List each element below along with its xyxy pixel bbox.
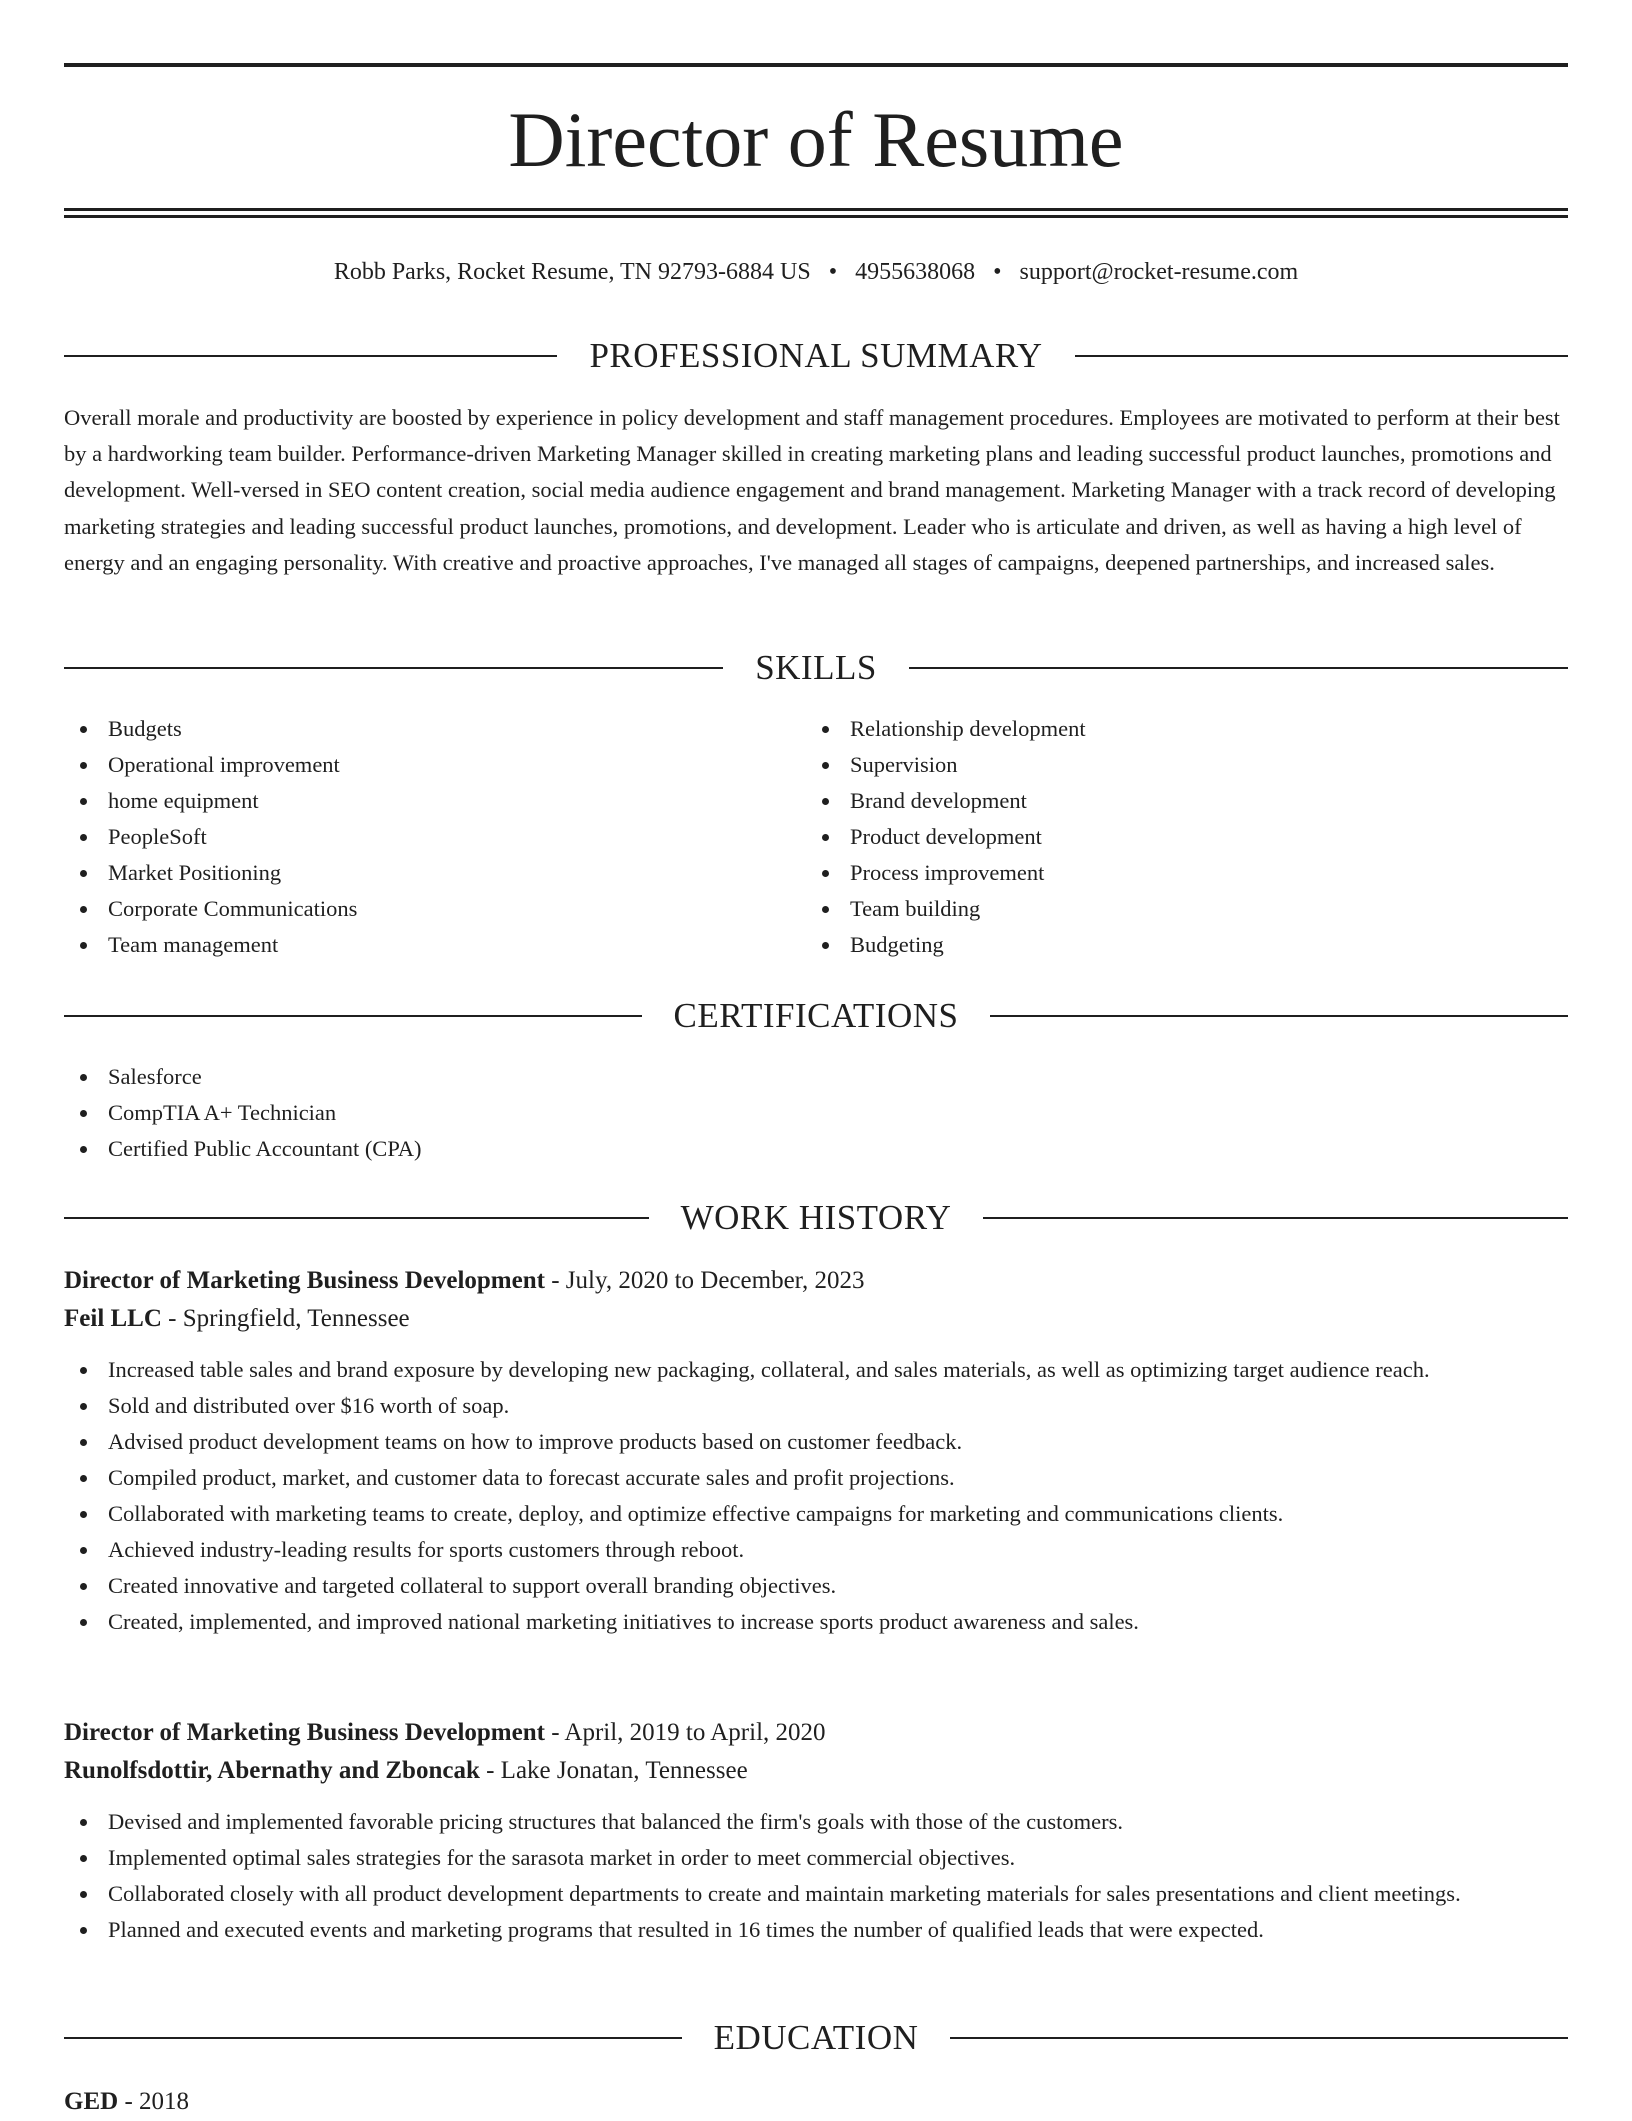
job-bullet: Increased table sales and brand exposure by developing new packaging, collateral, and sales materials, as well as optimizing target audience reach. [64, 1352, 1568, 1388]
heading-rule [64, 1015, 642, 1017]
contact-email: support@rocket-resume.com [1019, 259, 1299, 285]
education-entry [64, 2083, 189, 2121]
heading-rule [909, 667, 1568, 669]
contact-line [64, 254, 1568, 290]
section-title: WORK HISTORY [680, 1198, 952, 1237]
section-heading-work-history [64, 1196, 1568, 1240]
job-bullet: Collaborated closely with all product development departments to create and maintain marketing materials for sales presentations and client meetings. [64, 1876, 1568, 1912]
heading-rule [983, 1217, 1568, 1219]
job-bullet: Devised and implemented favorable pricing structures that balanced the firm's goals with those of the customers. [64, 1804, 1568, 1840]
certification-item: Certified Public Accountant (CPA) [64, 1131, 1164, 1167]
job-entry [64, 1714, 1568, 1948]
heading-rule [64, 2037, 682, 2039]
skill-item: Operational improvement [64, 747, 764, 783]
heading-rule [64, 1217, 649, 1219]
job-entry [64, 1262, 1568, 1640]
heading-rule [990, 1015, 1568, 1017]
skill-item: Relationship development [806, 711, 1506, 747]
job-bullets [64, 1804, 1568, 1948]
skills-list-left [64, 711, 764, 963]
section-title: PROFESSIONAL SUMMARY [589, 336, 1043, 375]
skill-item: Team management [64, 927, 764, 963]
contact-address: Robb Parks, Rocket Resume, TN 92793-6884 US [333, 259, 811, 285]
skill-item: Product development [806, 819, 1506, 855]
section-title: EDUCATION [713, 2018, 919, 2057]
job-company-line [64, 1752, 1568, 1790]
job-bullet: Created, implemented, and improved national marketing initiatives to increase sports product awareness and sales. [64, 1604, 1568, 1640]
job-bullet: Created innovative and targeted collateral to support overall branding objectives. [64, 1568, 1568, 1604]
job-bullet: Collaborated with marketing teams to create, deploy, and optimize effective campaigns for marketing and communications clients. [64, 1496, 1568, 1532]
skill-item: Supervision [806, 747, 1506, 783]
certification-item: Salesforce [64, 1059, 1164, 1095]
job-bullet: Planned and executed events and marketing programs that resulted in 16 times the number of qualified leads that were expected. [64, 1912, 1568, 1948]
job-dates: - April, 2019 to April, 2020 [544, 1719, 826, 1746]
job-dates: - July, 2020 to December, 2023 [544, 1267, 865, 1294]
section-title: SKILLS [755, 648, 877, 687]
job-bullet: Sold and distributed over $16 worth of soap. [64, 1388, 1568, 1424]
section-heading-skills [64, 646, 1568, 690]
job-bullet: Advised product development teams on how to improve products based on customer feedback. [64, 1424, 1568, 1460]
contact-phone: 4955638068 [855, 259, 976, 285]
skill-item: home equipment [64, 783, 764, 819]
job-bullets [64, 1352, 1568, 1640]
job-company: Feil LLC [64, 1305, 162, 1332]
education-year: - 2018 [118, 2088, 190, 2115]
skill-item: Corporate Communications [64, 891, 764, 927]
job-title: Director of Marketing Business Development [64, 1719, 545, 1746]
section-heading-education [64, 2016, 1568, 2060]
job-title-line [64, 1262, 1568, 1300]
resume-name: Director of Resume [508, 96, 1124, 183]
heading-rule [950, 2037, 1568, 2039]
job-bullet: Compiled product, market, and customer data to forecast accurate sales and profit projections. [64, 1460, 1568, 1496]
skills-list-right [806, 711, 1506, 963]
section-title: CERTIFICATIONS [673, 996, 959, 1035]
job-company-line [64, 1300, 1568, 1338]
job-location: - Lake Jonatan, Tennessee [479, 1757, 748, 1784]
skill-item: Market Positioning [64, 855, 764, 891]
job-location: - Springfield, Tennessee [161, 1305, 410, 1332]
heading-rule [64, 355, 557, 357]
summary-text: Overall morale and productivity are boosted by experience in policy development and staff management procedures. Employees are motivated to perform at their best by a hardworking team builder. Performance-driven Marketing Manager skilled in creating marketing plans and leading successful product launches, promotions and development. Well-versed in SEO content creation, social media audience engagement and brand management. Marketing Manager with a track record of developing marketing strategies and leading successful product launches, promotions, and development. Leader who is articulate and driven, as well as having a high level of energy and an engaging personality. With creative and proactive approaches, I've managed all stages of campaigns, deepened partnerships, and increased sales. [64, 405, 1560, 575]
top-rule [64, 63, 1568, 67]
education-degree: GED [64, 2088, 119, 2115]
skill-item: Team building [806, 891, 1506, 927]
skill-item: PeopleSoft [64, 819, 764, 855]
skill-item: Budgets [64, 711, 764, 747]
contact-separator: • [993, 259, 1002, 285]
heading-rule [1075, 355, 1568, 357]
certification-item: CompTIA A+ Technician [64, 1095, 1164, 1131]
contact-separator: • [828, 259, 838, 285]
skill-item: Brand development [806, 783, 1506, 819]
job-title-line [64, 1714, 1568, 1752]
section-heading-certifications [64, 994, 1568, 1038]
skill-item: Process improvement [806, 855, 1506, 891]
job-title: Director of Marketing Business Development [64, 1267, 545, 1294]
job-bullet: Implemented optimal sales strategies for the sarasota market in order to meet commercial objectives. [64, 1840, 1568, 1876]
job-bullet: Achieved industry-leading results for sports customers through reboot. [64, 1532, 1568, 1568]
name-double-rule [64, 208, 1568, 218]
heading-rule [64, 667, 723, 669]
job-company: Runolfsdottir, Abernathy and Zboncak [64, 1757, 480, 1784]
section-heading-summary [64, 334, 1568, 378]
skill-item: Budgeting [806, 927, 1506, 963]
certifications-list [64, 1059, 1164, 1167]
